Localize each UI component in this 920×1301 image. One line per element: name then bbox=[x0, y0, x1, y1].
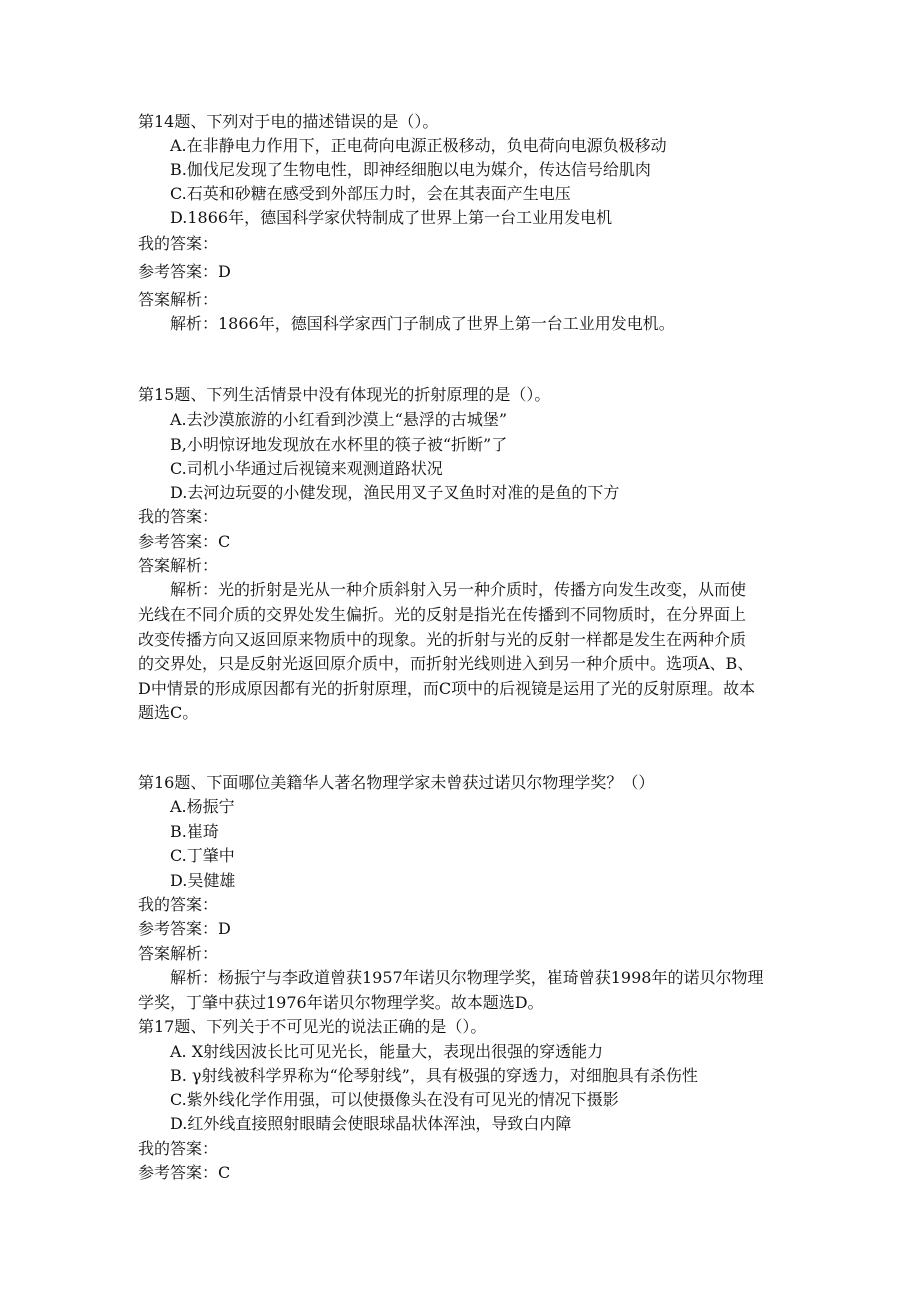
question-17-option-d: D.红外线直接照射眼睛会使眼球晶状体浑浊，导致白内障 bbox=[170, 1114, 572, 1133]
question-14-my-answer: 我的答案： bbox=[138, 234, 219, 253]
question-15-analysis-line: 光线在不同介质的交界处发生偏折。光的反射是指光在传播到不同物质时，在分界面上 bbox=[138, 605, 747, 624]
question-15-option-d: D.去河边玩耍的小健发现，渔民用叉子叉鱼时对准的是鱼的下方 bbox=[170, 483, 620, 502]
question-17-my-answer: 我的答案： bbox=[138, 1139, 219, 1158]
question-15-analysis-label: 答案解析： bbox=[138, 556, 219, 575]
question-15-my-answer: 我的答案： bbox=[138, 507, 219, 526]
question-14-option-d: D.1866年，德国科学家伏特制成了世界上第一台工业用发电机 bbox=[170, 208, 613, 227]
question-15-option-c: C.司机小华通过后视镜来观测道路状况 bbox=[170, 459, 443, 478]
question-14-title: 第14题、下列对于电的描述错误的是（）。 bbox=[138, 112, 439, 131]
question-16-option-d: D.吴健雄 bbox=[170, 871, 236, 890]
question-16-my-answer: 我的答案： bbox=[138, 895, 219, 914]
question-17-reference-answer: 参考答案：C bbox=[138, 1163, 231, 1182]
question-15-analysis-line: 改变传播方向又返回原来物质中的现象。光的折射与光的反射一样都是发生在两种介质 bbox=[138, 630, 747, 649]
question-14-option-a: A.在非静电力作用下，正电荷向电源正极移动，负电荷向电源负极移动 bbox=[170, 136, 667, 155]
question-16-analysis-label: 答案解析： bbox=[138, 944, 219, 963]
question-16-option-c: C.丁肇中 bbox=[170, 846, 235, 865]
question-15-option-a: A.去沙漠旅游的小红看到沙漠上“悬浮的古城堡” bbox=[170, 410, 508, 429]
question-14-analysis-line: 解析：1866年，德国科学家西门子制成了世界上第一台工业用发电机。 bbox=[170, 314, 675, 333]
question-14-reference-answer: 参考答案：D bbox=[138, 262, 231, 281]
question-15-analysis-line: D中情景的形成原因都有光的折射原理，而C项中的后视镜是运用了光的反射原理。故本 bbox=[138, 679, 756, 698]
question-14-option-c: C.石英和砂糖在感受到外部压力时，会在其表面产生电压 bbox=[170, 184, 571, 203]
question-14-option-b: B.伽伐尼发现了生物电性，即神经细胞以电为媒介，传达信号给肌肉 bbox=[170, 160, 651, 179]
question-16-analysis-line: 学奖，丁肇中获过1976年诺贝尔物理学奖。故本题选D。 bbox=[138, 993, 544, 1012]
question-15-analysis-line: 题选C。 bbox=[138, 703, 199, 722]
question-15-reference-answer: 参考答案：C bbox=[138, 532, 231, 551]
question-17-title: 第17题、下列关于不可见光的说法正确的是（）。 bbox=[138, 1017, 487, 1036]
question-16-option-b: B.崔琦 bbox=[170, 822, 219, 841]
question-16-title: 第16题、下面哪位美籍华人著名物理学家未曾获过诺贝尔物理学奖？（） bbox=[138, 773, 655, 792]
question-15-title: 第15题、下列生活情景中没有体现光的折射原理的是（）。 bbox=[138, 385, 551, 404]
question-15-analysis-line: 的交界处，只是反射光返回原介质中，而折射光线则进入到另一种介质中。选项A、B、 bbox=[138, 654, 754, 673]
question-15-analysis-line: 解析：光的折射是光从一种介质斜射入另一种介质时，传播方向发生改变，从而使 bbox=[170, 580, 747, 599]
question-15-option-b: B,小明惊讶地发现放在水杯里的筷子被“折断”了 bbox=[170, 435, 508, 454]
question-16-analysis-line: 解析：杨振宁与李政道曾获1957年诺贝尔物理学奖，崔琦曾获1998年的诺贝尔物理 bbox=[170, 968, 764, 987]
question-16-option-a: A.杨振宁 bbox=[170, 797, 235, 816]
question-17-option-c: C.紫外线化学作用强，可以使摄像头在没有可见光的情况下摄影 bbox=[170, 1090, 619, 1109]
question-17-option-a: A. X射线因波长比可见光长，能量大，表现出很强的穿透能力 bbox=[170, 1042, 604, 1061]
question-14-analysis-label: 答案解析： bbox=[138, 290, 219, 309]
question-17-option-b: B. γ射线被科学界称为“伦琴射线”，具有极强的穿透力，对细胞具有杀伤性 bbox=[170, 1066, 698, 1085]
question-16-reference-answer: 参考答案：D bbox=[138, 919, 231, 938]
